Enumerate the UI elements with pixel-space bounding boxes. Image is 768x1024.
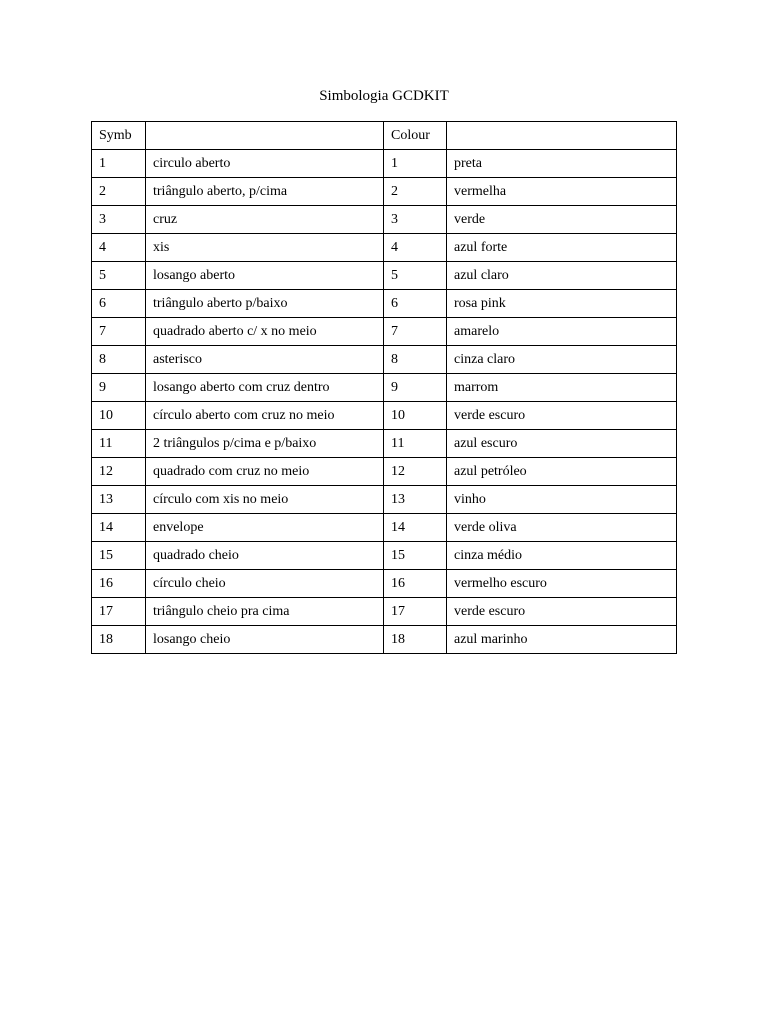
page-title: Simbologia GCDKIT bbox=[319, 88, 449, 104]
symbol-number-cell: 4 bbox=[92, 234, 146, 262]
colour-number-cell: 18 bbox=[384, 626, 447, 654]
symbol-description-cell: quadrado com cruz no meio bbox=[146, 458, 384, 486]
colour-number-cell: 10 bbox=[384, 402, 447, 430]
symbol-description-cell: triângulo aberto p/baixo bbox=[146, 290, 384, 318]
colour-number-cell: 9 bbox=[384, 374, 447, 402]
table-row bbox=[92, 290, 677, 318]
symbol-number-cell: 13 bbox=[92, 486, 146, 514]
symbol-description-cell: asterisco bbox=[146, 346, 384, 374]
header-cell-colour: Colour bbox=[384, 122, 447, 150]
colour-name-cell: vermelha bbox=[447, 178, 677, 206]
table-row bbox=[92, 374, 677, 402]
colour-name-cell: verde escuro bbox=[447, 402, 677, 430]
colour-number-cell: 1 bbox=[384, 150, 447, 178]
colour-number-cell: 3 bbox=[384, 206, 447, 234]
symbol-description-cell: xis bbox=[146, 234, 384, 262]
table-row bbox=[92, 542, 677, 570]
table-row bbox=[92, 458, 677, 486]
colour-name-cell: azul marinho bbox=[447, 626, 677, 654]
symbol-description-cell: círculo aberto com cruz no meio bbox=[146, 402, 384, 430]
symbol-number-cell: 15 bbox=[92, 542, 146, 570]
colour-name-cell: verde oliva bbox=[447, 514, 677, 542]
table-row bbox=[92, 402, 677, 430]
symbol-number-cell: 8 bbox=[92, 346, 146, 374]
symbol-number-cell: 10 bbox=[92, 402, 146, 430]
symbology-table bbox=[91, 121, 677, 654]
symbol-description-cell: losango aberto com cruz dentro bbox=[146, 374, 384, 402]
symbol-number-cell: 18 bbox=[92, 626, 146, 654]
colour-name-cell: azul claro bbox=[447, 262, 677, 290]
symbol-number-cell: 1 bbox=[92, 150, 146, 178]
table-row bbox=[92, 206, 677, 234]
colour-name-cell: amarelo bbox=[447, 318, 677, 346]
colour-name-cell: rosa pink bbox=[447, 290, 677, 318]
symbol-description-cell: losango cheio bbox=[146, 626, 384, 654]
header-cell-symbol-description bbox=[146, 122, 384, 150]
symbol-description-cell: círculo com xis no meio bbox=[146, 486, 384, 514]
table-row bbox=[92, 262, 677, 290]
symbol-number-cell: 11 bbox=[92, 430, 146, 458]
symbol-description-cell: 2 triângulos p/cima e p/baixo bbox=[146, 430, 384, 458]
symbol-number-cell: 7 bbox=[92, 318, 146, 346]
table-row bbox=[92, 150, 677, 178]
symbol-description-cell: triângulo aberto, p/cima bbox=[146, 178, 384, 206]
table-row bbox=[92, 234, 677, 262]
symbol-number-cell: 9 bbox=[92, 374, 146, 402]
colour-name-cell: vinho bbox=[447, 486, 677, 514]
colour-number-cell: 5 bbox=[384, 262, 447, 290]
table-row bbox=[92, 318, 677, 346]
symbol-number-cell: 6 bbox=[92, 290, 146, 318]
symbol-number-cell: 16 bbox=[92, 570, 146, 598]
header-cell-colour-name bbox=[447, 122, 677, 150]
colour-number-cell: 13 bbox=[384, 486, 447, 514]
symbol-number-cell: 17 bbox=[92, 598, 146, 626]
table-body bbox=[92, 122, 677, 654]
symbol-number-cell: 2 bbox=[92, 178, 146, 206]
symbol-description-cell: envelope bbox=[146, 514, 384, 542]
table-row bbox=[92, 178, 677, 206]
symbol-description-cell: círculo cheio bbox=[146, 570, 384, 598]
table-header-row bbox=[92, 122, 677, 150]
colour-number-cell: 17 bbox=[384, 598, 447, 626]
symbol-number-cell: 5 bbox=[92, 262, 146, 290]
table-row bbox=[92, 570, 677, 598]
symbol-description-cell: cruz bbox=[146, 206, 384, 234]
symbol-description-cell: circulo aberto bbox=[146, 150, 384, 178]
header-cell-symb: Symb bbox=[92, 122, 146, 150]
symbol-description-cell: losango aberto bbox=[146, 262, 384, 290]
table-row bbox=[92, 514, 677, 542]
colour-number-cell: 11 bbox=[384, 430, 447, 458]
colour-name-cell: azul forte bbox=[447, 234, 677, 262]
colour-name-cell: preta bbox=[447, 150, 677, 178]
colour-number-cell: 12 bbox=[384, 458, 447, 486]
table-row bbox=[92, 430, 677, 458]
colour-name-cell: azul petróleo bbox=[447, 458, 677, 486]
colour-name-cell: cinza claro bbox=[447, 346, 677, 374]
colour-number-cell: 7 bbox=[384, 318, 447, 346]
colour-number-cell: 16 bbox=[384, 570, 447, 598]
colour-number-cell: 8 bbox=[384, 346, 447, 374]
table-row bbox=[92, 626, 677, 654]
colour-number-cell: 6 bbox=[384, 290, 447, 318]
colour-name-cell: marrom bbox=[447, 374, 677, 402]
symbol-description-cell: quadrado cheio bbox=[146, 542, 384, 570]
colour-name-cell: verde bbox=[447, 206, 677, 234]
colour-number-cell: 15 bbox=[384, 542, 447, 570]
colour-name-cell: azul escuro bbox=[447, 430, 677, 458]
colour-name-cell: verde escuro bbox=[447, 598, 677, 626]
symbol-number-cell: 14 bbox=[92, 514, 146, 542]
colour-name-cell: vermelho escuro bbox=[447, 570, 677, 598]
colour-name-cell: cinza médio bbox=[447, 542, 677, 570]
table-row bbox=[92, 598, 677, 626]
table-row bbox=[92, 346, 677, 374]
symbol-description-cell: triângulo cheio pra cima bbox=[146, 598, 384, 626]
symbol-number-cell: 3 bbox=[92, 206, 146, 234]
colour-number-cell: 4 bbox=[384, 234, 447, 262]
colour-number-cell: 14 bbox=[384, 514, 447, 542]
symbol-description-cell: quadrado aberto c/ x no meio bbox=[146, 318, 384, 346]
symbol-number-cell: 12 bbox=[92, 458, 146, 486]
colour-number-cell: 2 bbox=[384, 178, 447, 206]
table-row bbox=[92, 486, 677, 514]
